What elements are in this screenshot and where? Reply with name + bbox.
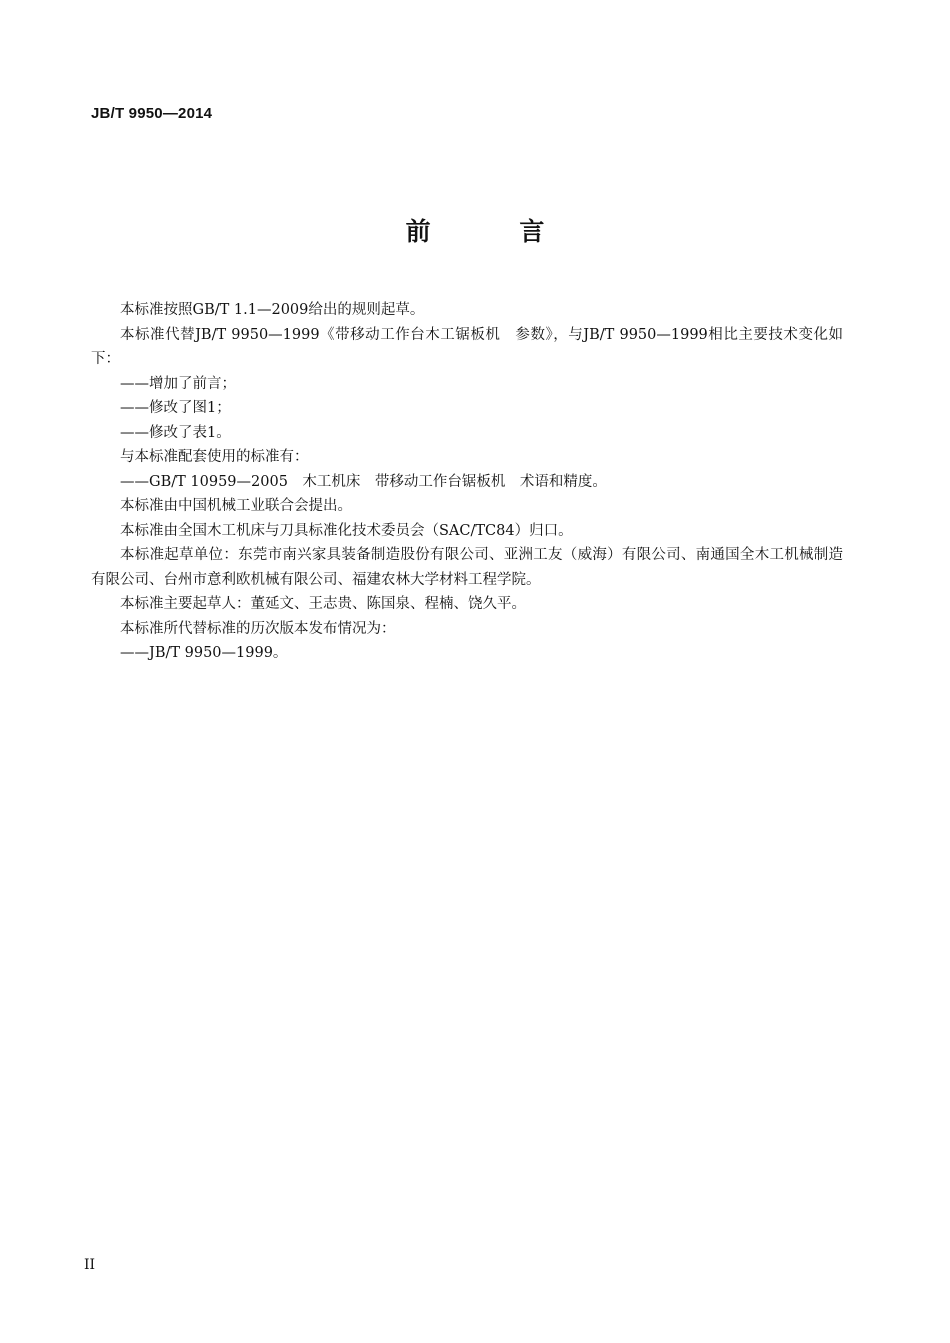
version-history-item: ——JB/T 9950—1999。 — [120, 645, 288, 661]
paragraph-related-standards: 与本标准配套使用的标准有： — [120, 449, 309, 465]
paragraph-drafting-rules: 本标准按照GB/T 1.1—2009给出的规则起草。 — [120, 302, 425, 318]
related-standard-item: ——GB/T 10959—2005 木工机床 带移动工作台锯板机 术语和精度。 — [120, 473, 607, 490]
paragraph-replaces: 本标准代替JB/T 9950—1999《带移动工作台木工锯板机 参数》，与JB/T 9950—1999相比主要技术变化如下： — [91, 326, 843, 367]
foreword-body — [91, 298, 843, 666]
paragraph-version-history: 本标准所代替标准的历次版本发布情况为： — [120, 620, 396, 637]
document-code: JB/T 9950—2014 — [91, 105, 213, 122]
page-title: 前 言 — [405, 217, 585, 246]
change-item: ——修改了图1； — [120, 400, 231, 416]
paragraph-proposed-by: 本标准由中国机械工业联合会提出。 — [120, 498, 352, 514]
paragraph-drafting-units: 本标准起草单位：东莞市南兴家具装备制造股份有限公司、亚洲工友（威海）有限公司、南通国全木工机械制造有限公司、台州市意利欧机械有限公司、福建农林大学材料工程学院。 — [91, 547, 843, 588]
paragraph-managed-by: 本标准由全国木工机床与刀具标准化技术委员会（SAC/TC84）归口。 — [120, 522, 573, 539]
page-number: II — [84, 1257, 96, 1273]
change-item: ——增加了前言； — [120, 375, 236, 392]
change-item: ——修改了表1。 — [120, 424, 231, 441]
paragraph-drafters: 本标准主要起草人：董延文、王志贵、陈国泉、程楠、饶久平。 — [120, 596, 526, 612]
